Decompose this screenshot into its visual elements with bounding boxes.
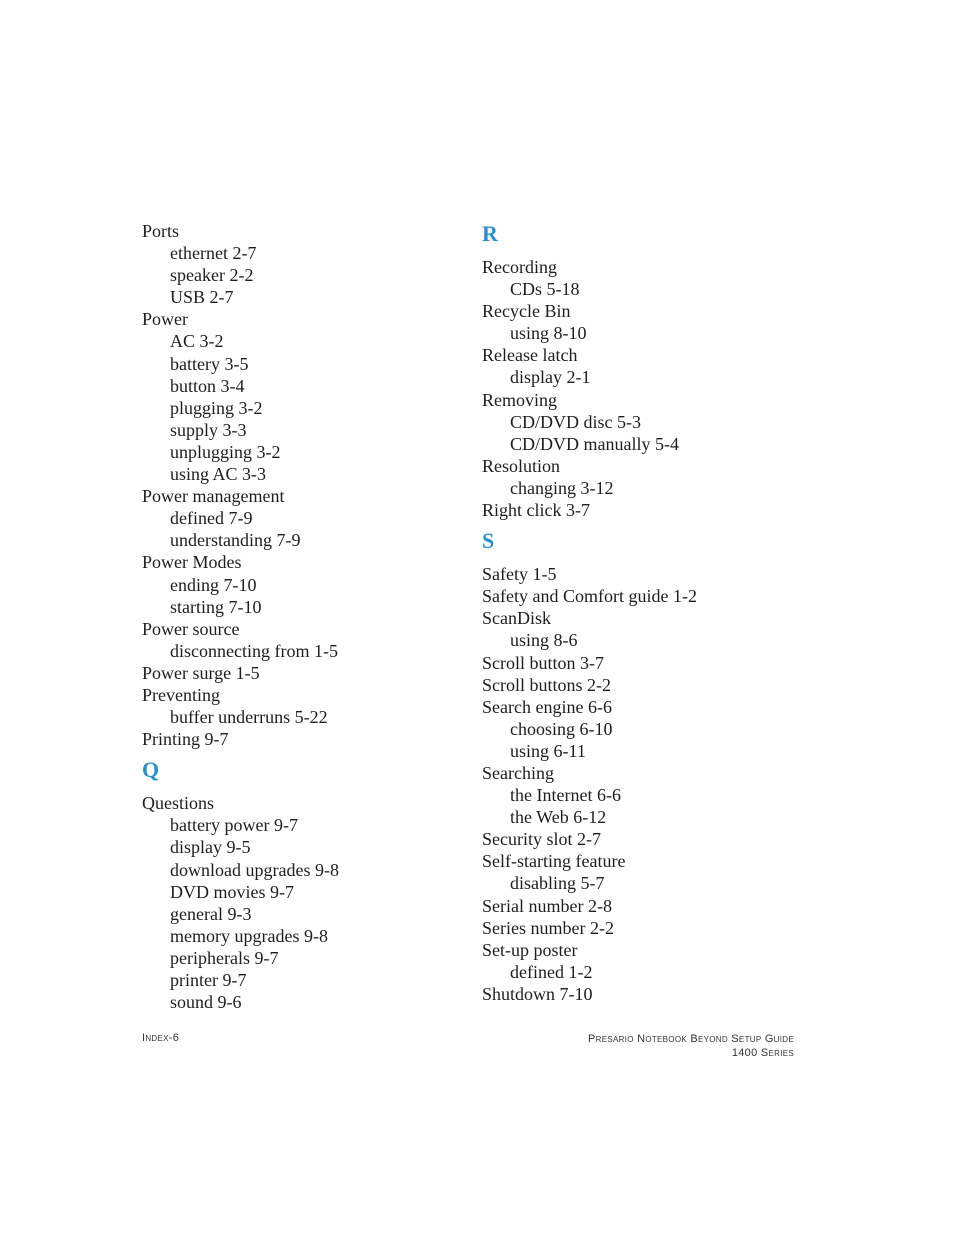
index-subentry: battery 3-5 xyxy=(170,353,249,374)
index-entry: Release latch xyxy=(482,345,578,366)
section-letter-heading: Q xyxy=(142,757,160,783)
index-subentry: buffer underruns 5-22 xyxy=(170,707,328,728)
index-subentry: using AC 3-3 xyxy=(170,464,267,485)
index-entry: Search engine 6-6 xyxy=(482,696,612,717)
index-entry: Series number 2-2 xyxy=(482,917,614,938)
index-subentry: unplugging 3-2 xyxy=(170,441,281,462)
index-subentry: ending 7-10 xyxy=(170,574,257,595)
index-subentry: the Web 6-12 xyxy=(510,807,607,828)
index-subentry: changing 3-12 xyxy=(510,477,614,498)
index-entry: Power Modes xyxy=(142,552,242,573)
index-entry: Scroll buttons 2-2 xyxy=(482,674,611,695)
index-entry: Searching xyxy=(482,762,554,783)
index-subentry: understanding 7-9 xyxy=(170,530,301,551)
index-subentry: printer 9-7 xyxy=(170,970,247,990)
index-entry: Power surge 1-5 xyxy=(142,662,260,683)
index-subentry: choosing 6-10 xyxy=(510,718,613,739)
index-entry: Safety and Comfort guide 1-2 xyxy=(482,586,697,607)
index-subentry: button 3-4 xyxy=(170,375,245,396)
index-entry: Shutdown 7-10 xyxy=(482,983,593,1004)
index-subentry: battery power 9-7 xyxy=(170,815,298,836)
index-entry: ScanDisk xyxy=(482,608,551,629)
index-entry: Security slot 2-7 xyxy=(482,829,601,850)
index-entry: Power xyxy=(142,309,188,330)
index-subentry: using 8-10 xyxy=(510,323,587,344)
index-subentry: CD/DVD manually 5-4 xyxy=(510,433,679,454)
index-entry: Power source xyxy=(142,618,240,639)
index-subentry: plugging 3-2 xyxy=(170,397,263,418)
index-subentry: the Internet 6-6 xyxy=(510,785,621,806)
index-entry: Scroll button 3-7 xyxy=(482,652,604,673)
index-subentry: sound 9-6 xyxy=(170,992,242,1013)
index-subentry: AC 3-2 xyxy=(170,331,224,352)
index-subentry: USB 2-7 xyxy=(170,287,234,308)
index-column-right xyxy=(482,220,812,1005)
index-subentry: defined 7-9 xyxy=(170,508,253,529)
index-entry: Recycle Bin xyxy=(482,301,571,322)
index-subentry: display 9-5 xyxy=(170,837,251,858)
index-subentry: peripherals 9-7 xyxy=(170,947,279,968)
index-entry: Preventing xyxy=(142,684,220,705)
index-entry: Set-up poster xyxy=(482,939,578,960)
footer-book-info xyxy=(588,1032,794,1060)
index-entry: Self-starting feature xyxy=(482,851,626,872)
index-subentry: DVD movies 9-7 xyxy=(170,881,294,902)
index-subentry: display 2-1 xyxy=(510,367,591,388)
index-entry: Questions xyxy=(142,793,214,814)
index-subentry: disabling 5-7 xyxy=(510,873,605,894)
index-column-left xyxy=(142,220,472,1013)
index-subentry: disconnecting from 1-5 xyxy=(170,640,338,661)
index-subentry: ethernet 2-7 xyxy=(170,243,257,264)
index-entry: Ports xyxy=(142,221,180,241)
index-entry: Safety 1-5 xyxy=(482,564,557,585)
index-entry: Resolution xyxy=(482,455,561,476)
footer-book-title: Presario Notebook Beyond Setup Guide xyxy=(587,1033,794,1045)
footer-series: 1400 Series xyxy=(731,1047,794,1059)
index-entry: Power management xyxy=(142,486,285,507)
section-letter-heading: S xyxy=(482,528,495,554)
index-subentry: supply 3-3 xyxy=(170,419,247,440)
index-entry: Serial number 2-8 xyxy=(482,895,612,916)
index-subentry: download upgrades 9-8 xyxy=(170,859,339,880)
index-subentry: defined 1-2 xyxy=(510,961,593,982)
footer-page-label: Index-6 xyxy=(142,1032,180,1044)
index-subentry: speaker 2-2 xyxy=(170,265,254,286)
index-subentry: CD/DVD disc 5-3 xyxy=(510,411,641,432)
index-entry: Right click 3-7 xyxy=(482,500,590,521)
index-subentry: CDs 5-18 xyxy=(510,279,580,300)
section-letter-heading: R xyxy=(482,221,498,246)
index-subentry: using 6-11 xyxy=(510,740,586,761)
index-subentry: memory upgrades 9-8 xyxy=(170,925,328,946)
index-entry: Printing 9-7 xyxy=(142,729,229,750)
index-subentry: using 8-6 xyxy=(510,630,578,651)
index-subentry: starting 7-10 xyxy=(170,596,262,617)
index-entry: Removing xyxy=(482,389,557,410)
index-entry: Recording xyxy=(482,257,557,277)
index-subentry: general 9-3 xyxy=(170,903,252,924)
